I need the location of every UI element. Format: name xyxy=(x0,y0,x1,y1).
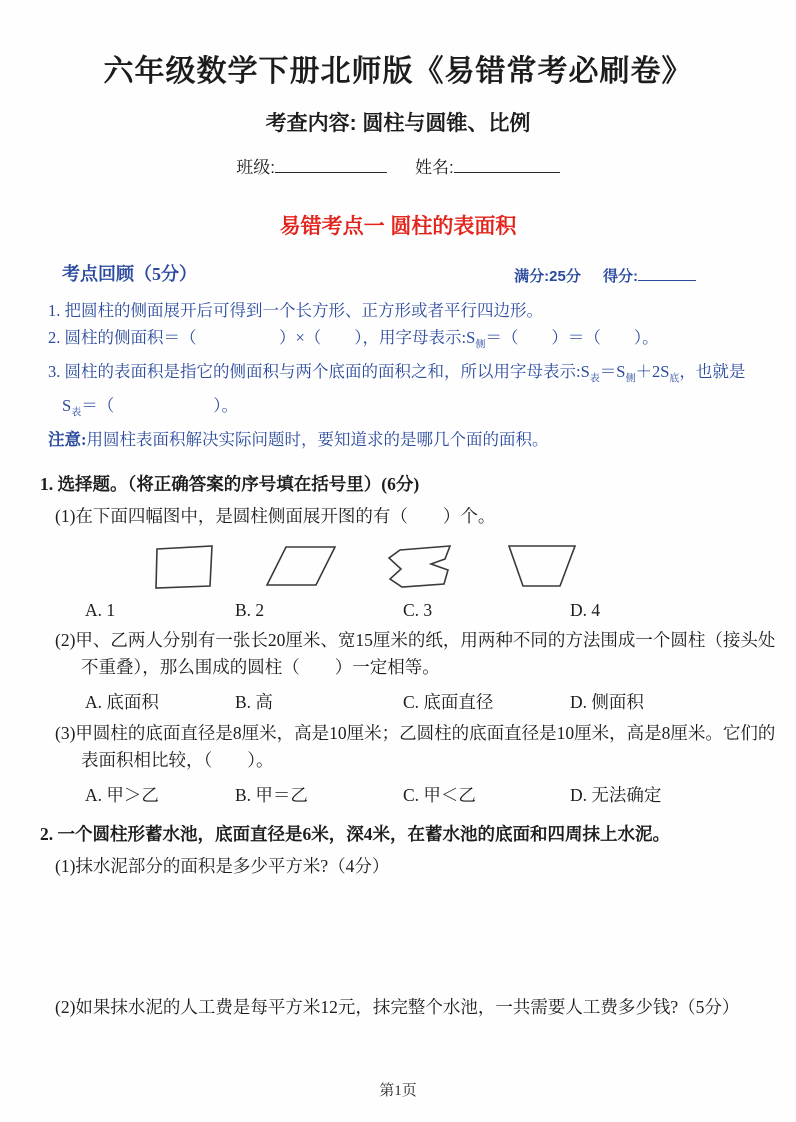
name-label: 姓名: xyxy=(415,158,454,177)
class-blank-line xyxy=(275,158,387,173)
option-c: C. 底面直径 xyxy=(403,691,494,712)
option-d: D. 4 xyxy=(570,599,601,620)
shape-parallelogram xyxy=(265,542,337,590)
question-2-2: (2)如果抹水泥的人工费是每平方米12元，抹完整个水池，一共需要人工费多少钱?（5分） xyxy=(55,996,740,1017)
subscript-biao: 表 xyxy=(71,406,82,418)
shape-rectangle xyxy=(153,542,215,590)
score-meta-row xyxy=(40,260,756,286)
score-label: 得分: xyxy=(603,268,638,285)
recall-list xyxy=(48,298,748,453)
question-2-1: (1)抹水泥部分的面积是多少平方米?（4分） xyxy=(55,855,390,876)
option-a: A. 1 xyxy=(85,599,116,620)
answer-work-space xyxy=(40,880,756,988)
recall-item-3: 3. 圆柱的表面积是指它的侧面积与两个底面的面积之和，所以用字母表示$:S_表=S_侧+2S_底$，也就是$S_表=$（ ）。 xyxy=(48,362,746,418)
option-b: B. 2 xyxy=(235,599,265,620)
subscript-di: 底 xyxy=(669,373,680,385)
option-d: D. 无法确定 xyxy=(570,784,662,805)
question-1-number: 1. xyxy=(40,473,54,494)
recall-note: 注意:用圆柱表面积解决实际问题时，要知道求的是哪几个面的面积。 xyxy=(48,429,549,449)
subscript-biao: 表 xyxy=(589,373,600,385)
shape-trapezoid xyxy=(507,542,577,590)
score-blank-line xyxy=(638,268,696,281)
recall-title: 考点回顾（5分） xyxy=(62,264,197,284)
student-info-row xyxy=(40,153,756,178)
option-d: D. 侧面积 xyxy=(570,691,644,712)
subscript-ce: 侧 xyxy=(625,373,636,385)
question-1-2: (2)甲、乙两人分别有一张长20厘米、宽15厘米的纸，用两种不同的方法围成一个圆柱（接头处不重叠），那么围成的圆柱（ ）一定相等。 xyxy=(55,629,776,677)
option-c: C. 3 xyxy=(403,599,433,620)
name-blank-line xyxy=(454,158,560,173)
recall-item-2: 2. 圆柱的侧面积＝（ ）×（ ），用字母表示$:S_侧=$（ ）＝（ ）。 xyxy=(48,328,659,351)
answer-figures-row xyxy=(153,540,756,592)
exam-scope-subtitle: 考查内容: 圆柱与圆锥、比例 xyxy=(265,112,531,135)
subscript-ce: 侧 xyxy=(475,339,486,351)
question-1-3-options xyxy=(85,782,756,807)
question-1-stem: 1. 选择题。（将正确答案的序号填在括号里）(6分) xyxy=(40,473,420,494)
option-a: A. 甲＞乙 xyxy=(85,784,159,805)
question-1-3: (3)甲圆柱的底面直径是8厘米，高是10厘米；乙圆柱的底面直径是10厘米，高是8厘米。它们的表面积相比较，（ ）。 xyxy=(55,722,776,770)
page-title: 六年级数学下册北师版《易错常考必刷卷》 xyxy=(103,55,693,88)
question-1-2-options xyxy=(85,689,756,714)
option-b: B. 高 xyxy=(235,691,273,712)
question-1-1: (1)在下面四幅图中，是圆柱侧面展开图的有（ ）个。 xyxy=(55,505,496,526)
page-number: 第1页 xyxy=(379,1083,417,1099)
recall-item-1: 1. 把圆柱的侧面展开后可得到一个长方形、正方形或者平行四边形。 xyxy=(48,301,543,320)
full-score-label: 满分:25分 xyxy=(514,268,581,285)
question-1-1-options xyxy=(85,600,756,621)
class-label: 班级: xyxy=(236,158,275,177)
shape-notched-ribbon xyxy=(387,542,457,590)
score-box xyxy=(514,265,696,286)
option-b: B. 甲＝乙 xyxy=(235,784,308,805)
option-c: C. 甲＜乙 xyxy=(403,784,476,805)
question-2-number: 2. xyxy=(40,823,54,844)
section-heading: 易错考点一 圆柱的表面积 xyxy=(279,215,517,238)
option-a: A. 底面积 xyxy=(85,691,159,712)
note-label: 注意: xyxy=(48,429,87,449)
question-2-stem: 2. 一个圆柱形蓄水池，底面直径是6米，深4米，在蓄水池的底面和四周抹上水泥。 xyxy=(40,823,670,844)
